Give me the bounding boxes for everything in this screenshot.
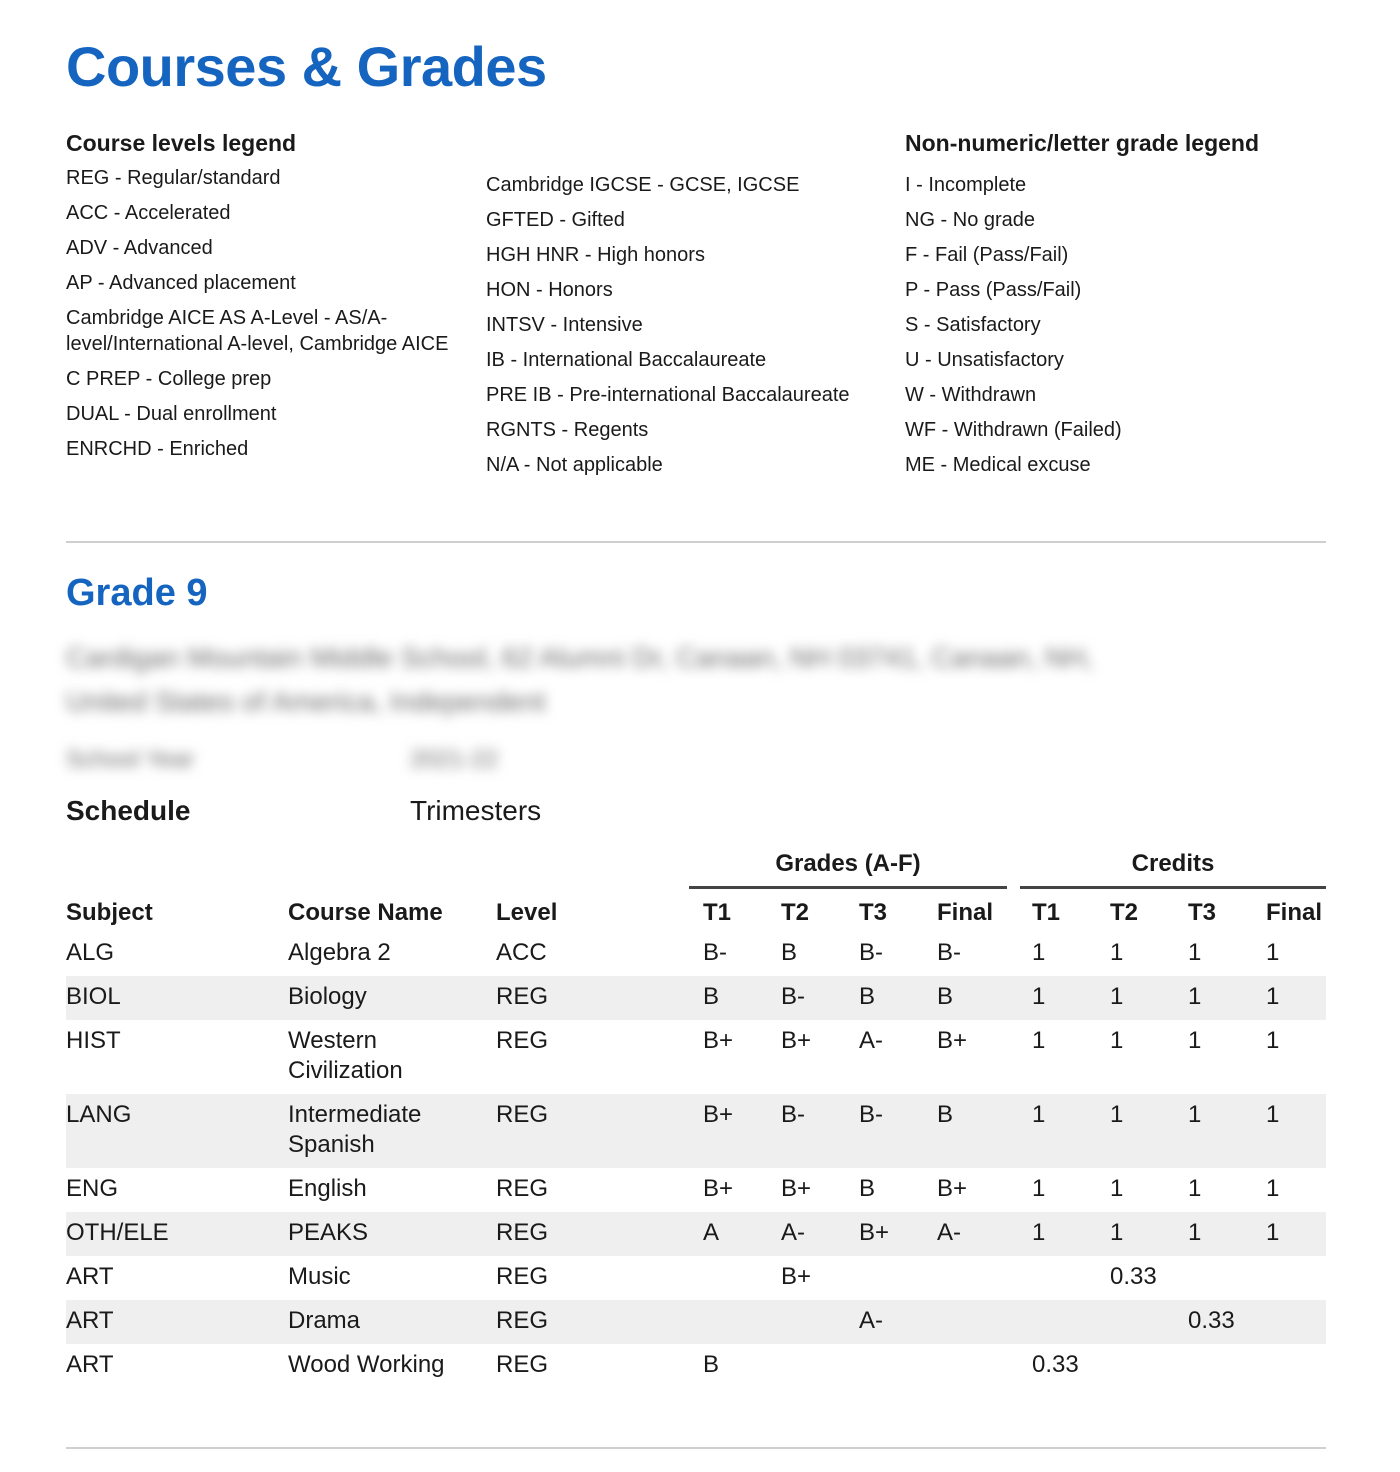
table-cell: 1: [1188, 939, 1202, 966]
table-cell: 1: [1096, 976, 1174, 1020]
table-cell: 0.33: [1032, 1351, 1079, 1378]
legend-item: F - Fail (Pass/Fail): [905, 244, 1069, 266]
table-cell: REG: [496, 1351, 549, 1378]
legend-item: I - Incomplete: [905, 174, 1027, 196]
table-cell: ART: [66, 1300, 288, 1344]
legend-item: Cambridge IGCSE - GCSE, IGCSE: [486, 174, 800, 196]
grades-table: [66, 894, 1326, 1388]
legend-item: DUAL - Dual enrollment: [66, 403, 277, 425]
table-cell: 1: [1188, 1027, 1202, 1054]
column-header: Course Name: [288, 899, 443, 926]
table-cell: B: [859, 1175, 876, 1202]
table-cell: LANG: [66, 1094, 288, 1168]
table-cell: [767, 1300, 845, 1344]
table-cell: [767, 1344, 845, 1388]
grade-legend-title: Non-numeric/letter grade legend: [905, 130, 1260, 156]
table-cell: 1: [1032, 939, 1046, 966]
table-cell: B+: [781, 1027, 812, 1054]
school-info-redacted: United States of America, Independent: [66, 686, 546, 717]
legend-item: IB - International Baccalaureate: [486, 349, 767, 371]
table-cell: B+: [703, 1175, 734, 1202]
table-cell: [689, 1300, 767, 1344]
table-cell: 1: [1110, 1175, 1124, 1202]
table-cell: 0.33: [1110, 1263, 1157, 1290]
section-divider: [66, 541, 1326, 543]
table-cell: HIST: [66, 1027, 121, 1054]
column-header: T3: [859, 899, 888, 926]
course-levels-list-2: [486, 172, 886, 478]
table-cell: A-: [845, 1300, 923, 1344]
table-cell: REG: [496, 1263, 549, 1290]
table-cell: 1: [1096, 1212, 1174, 1256]
table-cell: ALG: [66, 939, 115, 966]
legend-item: C PREP - College prep: [66, 368, 272, 390]
legend-item: RGNTS - Regents: [486, 419, 649, 441]
course-levels-legend: [66, 128, 466, 471]
legend-item: INTSV - Intensive: [486, 314, 643, 336]
school-year-value: 2021-22: [410, 746, 499, 773]
table-cell: B+: [781, 1175, 812, 1202]
grade-legend: [905, 128, 1305, 487]
table-cell: Music: [288, 1263, 351, 1290]
table-cell: 1: [1188, 1175, 1202, 1202]
table-cell: [1096, 1344, 1174, 1388]
table-cell: B-: [767, 976, 845, 1020]
legend-item: W - Withdrawn: [905, 384, 1037, 406]
table-body: [66, 932, 1326, 1388]
table-cell: [923, 1300, 1018, 1344]
legend-item: HON - Honors: [486, 279, 613, 301]
table-cell: REG: [496, 976, 689, 1020]
table-row: [66, 1344, 1326, 1388]
table-cell: 1: [1252, 1212, 1326, 1256]
legend-item: HGH HNR - High honors: [486, 244, 705, 266]
table-cell: A-: [923, 1212, 1018, 1256]
table-cell: B-: [703, 939, 727, 966]
table-cell: REG: [496, 1175, 549, 1202]
table-cell: [923, 1344, 1018, 1388]
table-cell: 1: [1266, 1027, 1280, 1054]
column-header: T3: [1188, 899, 1217, 926]
table-cell: 1: [1174, 1094, 1252, 1168]
legend-item: GFTED - Gifted: [486, 209, 625, 231]
table-cell: [1018, 1300, 1096, 1344]
table-cell: PEAKS: [288, 1212, 496, 1256]
table-row: [66, 932, 1326, 976]
legend-item: ACC - Accelerated: [66, 202, 231, 224]
table-cell: [845, 1344, 923, 1388]
table-cell: Biology: [288, 976, 496, 1020]
table-cell: Intermediate Spanish: [288, 1094, 496, 1168]
table-cell: REG: [496, 1300, 689, 1344]
grades-group-header: Grades (A-F): [689, 850, 1007, 889]
table-cell: ENG: [66, 1175, 119, 1202]
bottom-divider: [66, 1447, 1326, 1449]
table-cell: [1174, 1344, 1252, 1388]
table-row: [66, 1094, 1326, 1168]
table-cell: A-: [767, 1212, 845, 1256]
table-cell: B-: [767, 1094, 845, 1168]
course-levels-list-1: [66, 165, 466, 462]
table-cell: 1: [1096, 1094, 1174, 1168]
legend-item: ENRCHD - Enriched: [66, 438, 249, 460]
table-cell: A: [689, 1212, 767, 1256]
legend-item: NG - No grade: [905, 209, 1036, 231]
table-cell: [1018, 1256, 1096, 1300]
table-row: [66, 1212, 1326, 1256]
schedule-value: Trimesters: [410, 795, 542, 826]
column-header: Level: [496, 899, 558, 926]
table-cell: ART: [66, 1351, 114, 1378]
table-cell: B-: [859, 939, 883, 966]
column-header: Final: [937, 899, 994, 926]
table-cell: 1: [1018, 1094, 1096, 1168]
table-cell: 1: [1032, 1027, 1046, 1054]
table-cell: ART: [66, 1263, 114, 1290]
table-cell: B: [923, 976, 1018, 1020]
table-cell: [923, 1256, 1018, 1300]
grade-legend-list: [905, 172, 1305, 478]
table-cell: REG: [496, 1027, 549, 1054]
table-cell: B+: [845, 1212, 923, 1256]
schedule-label: Schedule: [66, 795, 191, 826]
table-cell: B-: [937, 939, 961, 966]
legend-item: S - Satisfactory: [905, 314, 1041, 336]
table-cell: B-: [845, 1094, 923, 1168]
course-levels-legend-continued: [486, 172, 886, 487]
table-row: [66, 976, 1326, 1020]
legend-item: AP - Advanced placement: [66, 272, 296, 294]
column-header: Subject: [66, 899, 153, 926]
table-cell: B+: [781, 1263, 812, 1290]
table-cell: B: [845, 976, 923, 1020]
table-cell: 1: [1266, 1175, 1280, 1202]
table-cell: [1252, 1300, 1326, 1344]
table-cell: Algebra 2: [288, 939, 391, 966]
legend-item: N/A - Not applicable: [486, 454, 663, 476]
table-cell: 1: [1110, 1027, 1124, 1054]
table-cell: 1: [1110, 939, 1124, 966]
grade-section-title: Grade 9: [66, 572, 208, 614]
table-cell: [845, 1256, 923, 1300]
legend-item: U - Unsatisfactory: [905, 349, 1064, 371]
table-cell: [1174, 1256, 1252, 1300]
legend-item: P - Pass (Pass/Fail): [905, 279, 1082, 301]
table-cell: Wood Working: [288, 1351, 445, 1378]
column-header: Final: [1266, 899, 1323, 926]
table-cell: ACC: [496, 939, 547, 966]
course-levels-legend-title: Course levels legend: [66, 130, 297, 156]
table-cell: Drama: [288, 1300, 496, 1344]
table-cell: 1: [1252, 1094, 1326, 1168]
school-info-redacted: Cardigan Mountain Middle School, 62 Alumni Dr, Canaan, NH 03741, Canaan, NH,: [66, 642, 1094, 673]
table-cell: B+: [703, 1027, 734, 1054]
table-cell: [689, 1256, 767, 1300]
legend-item: WF - Withdrawn (Failed): [905, 419, 1122, 441]
legend-item: ME - Medical excuse: [905, 454, 1091, 476]
table-row: [66, 1256, 1326, 1300]
table-header-row: [66, 894, 1326, 932]
table-cell: B: [781, 939, 798, 966]
table-cell: 1: [1018, 976, 1096, 1020]
legend-item: REG - Regular/standard: [66, 167, 281, 189]
table-cell: B+: [689, 1094, 767, 1168]
table-cell: [1252, 1344, 1326, 1388]
table-cell: 0.33: [1174, 1300, 1252, 1344]
table-cell: B: [703, 1351, 720, 1378]
table-cell: 1: [1174, 976, 1252, 1020]
page-title: Courses & Grades: [66, 35, 547, 98]
table-cell: 1: [1174, 1212, 1252, 1256]
table-cell: 1: [1032, 1175, 1046, 1202]
credits-group-header: Credits: [1020, 850, 1326, 889]
legend-item: PRE IB - Pre-international Baccalaureate: [486, 384, 850, 406]
table-cell: 1: [1266, 939, 1280, 966]
table-cell: REG: [496, 1094, 689, 1168]
table-cell: A-: [859, 1027, 883, 1054]
legend-item: ADV - Advanced: [66, 237, 213, 259]
table-cell: [1252, 1256, 1326, 1300]
table-cell: B: [689, 976, 767, 1020]
table-cell: REG: [496, 1212, 689, 1256]
legend-item: Cambridge AICE AS A-Level - AS/A-level/International A-level, Cambridge AICE: [66, 307, 449, 355]
table-cell: 1: [1018, 1212, 1096, 1256]
table-row: [66, 1168, 1326, 1212]
table-cell: 1: [1252, 976, 1326, 1020]
column-header: T2: [1110, 899, 1139, 926]
table-cell: Western Civilization: [288, 1027, 403, 1084]
table-cell: B: [923, 1094, 1018, 1168]
table-cell: BIOL: [66, 976, 288, 1020]
column-header: T1: [1032, 899, 1061, 926]
column-header: T2: [781, 899, 810, 926]
table-cell: B+: [937, 1175, 968, 1202]
school-year-label: School Year: [66, 746, 195, 773]
table-row: [66, 1020, 1326, 1094]
table-cell: English: [288, 1175, 367, 1202]
column-header: T1: [703, 899, 732, 926]
table-row: [66, 1300, 1326, 1344]
table-cell: [1096, 1300, 1174, 1344]
table-cell: B+: [937, 1027, 968, 1054]
table-cell: OTH/ELE: [66, 1212, 288, 1256]
